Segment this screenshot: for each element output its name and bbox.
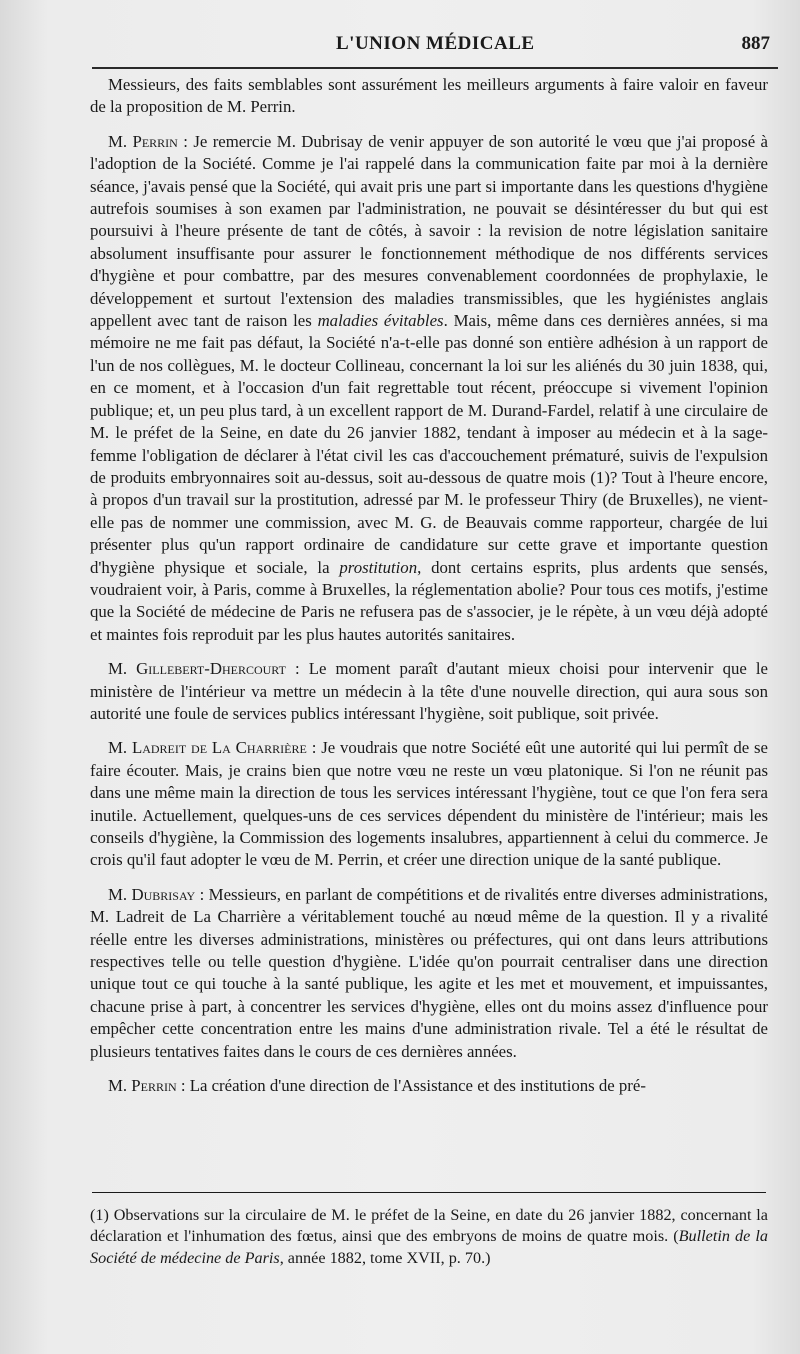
paragraph-2-text-b: . Mais, même dans ces dernières années, si ma mémoire ne me fait pas défaut, la Société n'a-t-elle pas donné son entière adhésion à un rapport de l'un de nos collègues, M. le docteur Collineau, concernant la loi sur les aliénés du 30 juin 1838, qui, en ce moment, et à l'occasion d'un fait regrettable tout récent, préoccupe si vivement l'opinion publique; et, un peu plus tard, à un excellent rapport de M. Durand-Fardel, relatif à une circulaire de M. le préfet de la Seine, en date du 26 janvier 1882, tendant à imposer au médecin et à la sage-femme l'obligation de déclarer à l'état civil les cas d'accouchement prématuré, suivis de l'expulsion de produits embryonnaires soit au-dessus, soit au-dessous de quatre mois (1)? Tout à l'heure encore, à propos d'un travail sur la prostitution, adressé par M. le professeur Thiry (de Bruxelles), ne vient-elle pas de nommer une commission, avec M. G. de Beauvais comme rapporteur, chargée de lui présenter plus qu'un rapport ordinaire de candidature sur cette grave et importante question d'hygiène physique et sociale, la: [90, 311, 768, 577]
footnote-italic: Bulletin de la Société de médecine de Paris: [90, 1227, 769, 1267]
page-header: [88, 33, 770, 67]
paragraph-4: [90, 737, 768, 871]
speaker-name: M. Perrin: [108, 131, 178, 151]
paragraph-2: [90, 131, 768, 646]
speaker-name: M. Dubrisay: [108, 884, 196, 904]
footnote: [90, 1205, 768, 1269]
footnote-rule: [92, 1192, 766, 1193]
paragraph-3: [90, 658, 768, 725]
paragraph-2-italic-1: maladies évitables: [317, 311, 444, 331]
paragraph-5-text: : Messieurs, en parlant de compétitions et de rivalités entre diverses administrations, M. Ladreit de La Charrière a véritablement touché au nœud même de la question. Il y a rivalité réelle entre les diverses administrations, ministères ou préfectures, qui ont dans leurs attributions respectives telle ou telle question d'hygiène. L'idée qu'on pourrait centraliser dans une direction unique tout ce qui touche à la santé publique, les agite et les met et mouvement, et impuissantes, chacune prise à part, à concentrer les services d'hygiène, elles ont du moins assez d'influence pour empêcher cette concentration entre les mains d'une administration rivale. Tel a été le résultat de plusieurs tentatives faites dans le cours de ces dernières années.: [90, 884, 768, 1061]
paragraph-6-text: : La création d'une direction de l'Assistance et des institutions de pré-: [176, 1076, 646, 1096]
speaker-name: M. Gillebert-Dhercourt: [108, 659, 286, 679]
header-rule: [92, 67, 778, 69]
paragraph-5: [90, 884, 768, 1063]
body-text: [90, 74, 768, 1109]
running-title: L'UNION MÉDICALE: [336, 33, 535, 54]
paragraph-1-text: Messieurs, des faits semblables sont assurément les meilleurs arguments à faire valoir en faveur de la proposition de M. Perrin.: [90, 75, 768, 117]
paragraph-4-text: : Je voudrais que notre Société eût une autorité qui lui permît de se faire écouter. Mais, je crains bien que notre vœu ne reste un vœu platonique. Si l'on ne réunit pas dans une même main la direction de tous les services intéressant l'hygiène, tout ce que l'on fera sera inutile. Actuellement, quelques-uns de ces services dépendent du ministère de l'intérieur; mais les conseils d'hygiène, la Commission des logements insalubres, appartiennent à celui du commerce. Je crois qu'il faut adopter le vœu de M. Perrin, et créer une direction unique de la santé publique.: [90, 738, 768, 870]
speaker-name: M. Perrin: [108, 1076, 177, 1096]
speaker-name: M. Ladreit de La Charrière: [108, 738, 307, 758]
footnote-text-b: , année 1882, tome XVII, p. 70.): [279, 1248, 491, 1267]
footnote-text-a: Observations sur la circulaire de M. le préfet de la Seine, en date du 26 janvier 1882, concernant la déclaration et l'inhumation des fœtus, ainsi que des embryons de moins de quatre mois. (: [90, 1206, 768, 1246]
paragraph-6: [90, 1075, 768, 1097]
paragraph-1: [90, 74, 768, 119]
footnote-marker: (1): [90, 1206, 109, 1224]
paragraph-2-text-c: , dont certains esprits, plus ardents que sensés, voudraient voir, à Paris, comme à Bruxelles, la réglementation abolie? Pour tous ces motifs, j'estime que la Société de médecine de Paris ne refusera pas de s'associer, je le répète, à un vœu déjà adopté et maintes fois reproduit par les plus hautes autorités sanitaires.: [90, 557, 768, 644]
paragraph-3-text: : Le moment paraît d'autant mieux choisi pour intervenir que le ministère de l'intérieur va mettre un médecin à la tête d'une nouvelle direction, qui aura sous son autorité une foule de services publics intéressant l'hygiène, soit publique, soit privée.: [90, 659, 768, 723]
page-number: 887: [741, 33, 770, 54]
paragraph-2-text-a: : Je remercie M. Dubrisay de venir appuyer de son autorité le vœu que j'ai proposé à l'adoption de la Société. Comme je l'ai rappelé dans la communication faite par moi à la dernière séance, j'avais pensé que la Société, qui avait pris une part si importante dans les questions d'hygiène autrefois soumises à son examen par l'administration, ne pouvait se désintéresser du but qui est poursuivi à l'heure présente de tant de côtés, à savoir : la revision de notre législation sanitaire absolument insuffisante pour assurer le fonctionnement méthodique de nos différents services d'hygiène et pour combattre, par des mesures convenablement coordonnées de prophylaxie, le développement et surtout l'extension des maladies transmissibles, que les hygiénistes anglais appellent avec tant de raison les: [90, 131, 768, 331]
paragraph-2-italic-2: prostitution: [339, 557, 418, 577]
